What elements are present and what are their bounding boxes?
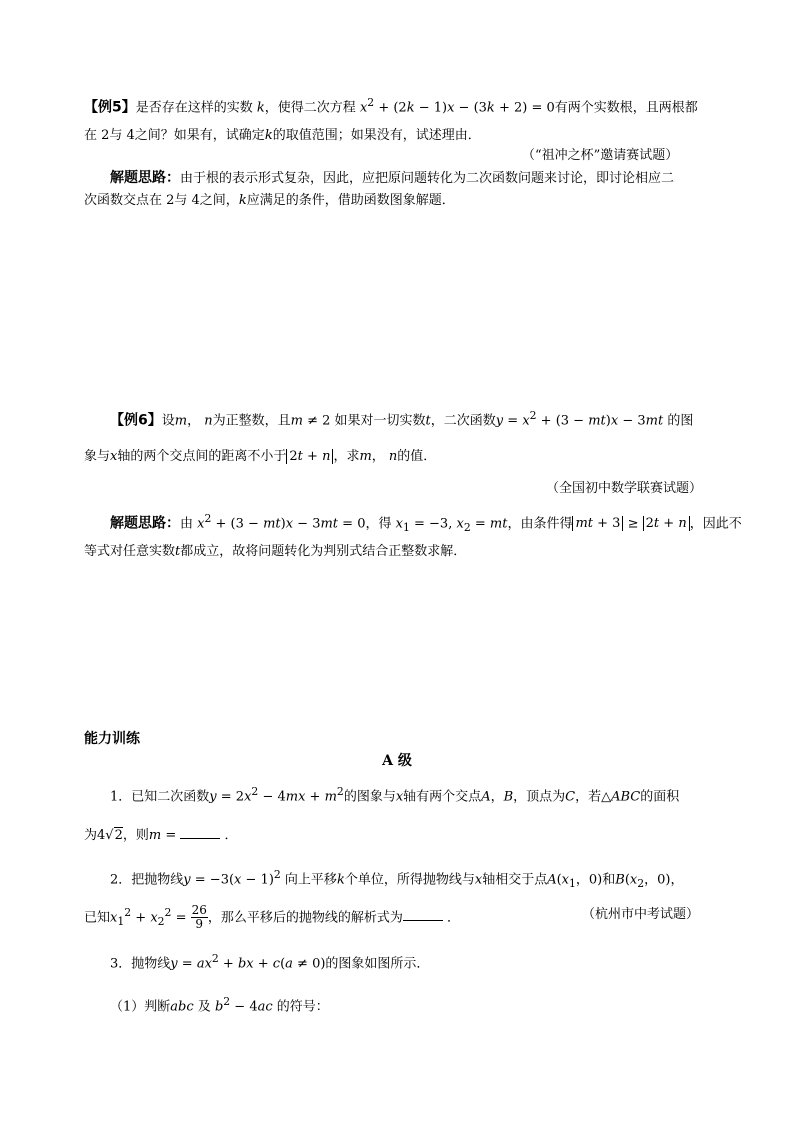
- ex5-line-2: 在 2与 4之间？如果有，试确定k的取值范围；如果没有，试述理由．: [84, 128, 481, 143]
- ex5-hint-line-2: 次函数交点在 2与 4之间，k应满足的条件，借助函数图象解题．: [84, 193, 455, 208]
- ex6-source: （全国初中数学联赛试题）: [546, 481, 703, 496]
- ex6-hint-line-2: 等式对任意实数t都成立，故将问题转化为判别式结合正整数求解．: [84, 544, 467, 559]
- ex6-line-2: 象与x轴的两个交点间的距离不小于 2t + n ，求m， n的值．: [84, 449, 437, 464]
- ex5-tag: 【例5】: [84, 99, 136, 116]
- question-1-line-2: 为4√2，则m = ．: [84, 828, 238, 843]
- question-2-source: （杭州市中考试题）: [582, 907, 700, 922]
- question-2-line-1: 2．把抛物线$y = -3(x - 1)^2$ 向上平移k个单位，所得抛物线与x轴相交于点$A(x_1$，0)和$B(x_2$，0)，: [110, 868, 684, 890]
- training-heading: 能力训练: [84, 731, 140, 747]
- answer-blank[interactable]: [403, 908, 443, 921]
- question-2-line-2: 已知$x_1^2 + x_2^2$ = $\frac{26}{9}$ ，那么平移后的抛物线的解析式为 ．: [84, 903, 461, 932]
- ex6-tag: 【例6】: [110, 412, 162, 429]
- question-3-sub-1: （1）判断abc 及 $b^2 - 4ac$ 的符号：: [110, 995, 329, 1015]
- question-1-line-1: 1．已知二次函数$y = 2x^2 - 4mx + m^2$的图象与x轴有两个交点A，B，顶点为C，若△ABC的面积: [110, 785, 680, 805]
- ex5-source: （“祖冲之杯”邀请赛试题）: [522, 148, 679, 163]
- level-title: A 级: [382, 753, 412, 769]
- ex6-line-1: 【例6】设m， n为正整数，且m ≠ 2 如果对一切实数t，二次函数$y = x^2 + (3 - mt)x - 3mt$ 的图: [110, 409, 694, 429]
- ex5-line-1: 【例5】是否存在这样的实数 k，使得二次方程 $x^2 + (2k - 1)x - (3k + 2) = 0$有两个实数根，且两根都: [84, 96, 698, 116]
- answer-blank[interactable]: [180, 826, 220, 839]
- ex5-hint-line-1: 解题思路：由于根的表示形式复杂，因此，应把原问题转化为二次函数问题来讨论，即讨论相应二: [110, 170, 675, 186]
- ex6-hint-line-1: 解题思路：由 $x^2 + (3 - mt)x - 3mt = 0$，得 $x_1 = -3$, $x_2$ = mt，由条件得 mt + 3 ≥ 2t + n ，因此不: [110, 512, 742, 534]
- question-3-line: 3．抛物线$y = ax^2$ + bx + c(a ≠ 0)的图象如图所示．: [110, 952, 430, 972]
